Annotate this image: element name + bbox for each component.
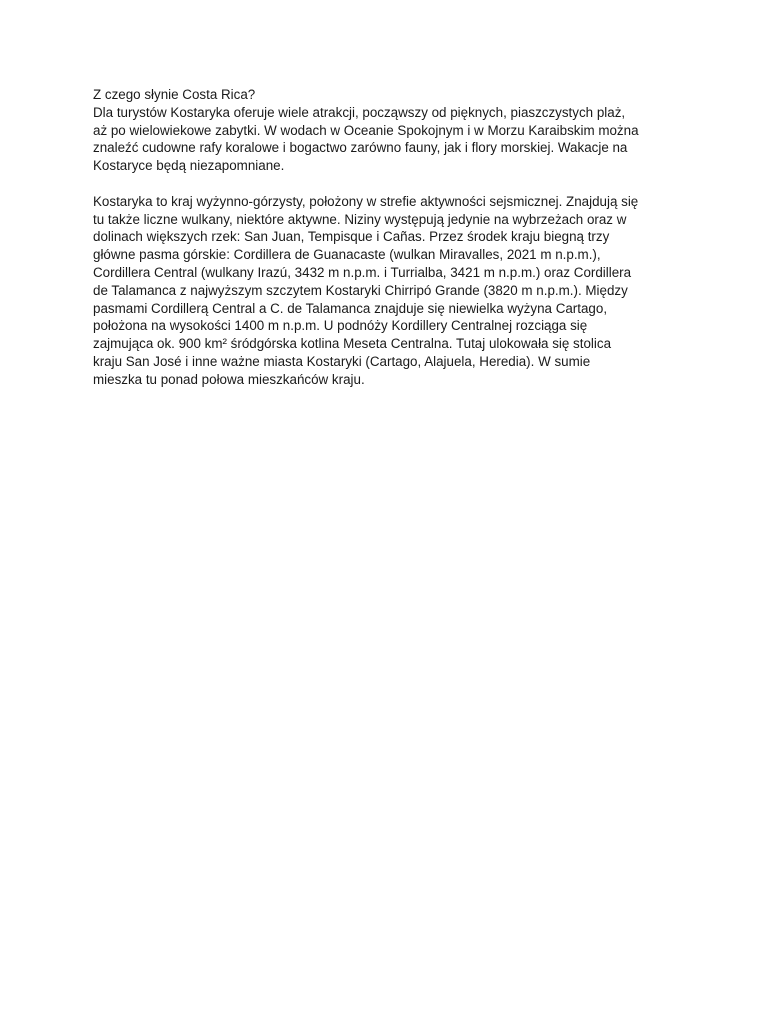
paragraph-2-line: de Talamanca z najwyższym szczytem Kostaryki Chirripó Grande (3820 m n.p.m.). Między xyxy=(93,282,628,298)
paragraph-2-line: główne pasma górskie: Cordillera de Guanacaste (wulkan Miravalles, 2021 m n.p.m.), xyxy=(93,247,601,263)
paragraph-2-line: Cordillera Central (wulkany Irazú, 3432 m n.p.m. i Turrialba, 3421 m n.p.m.) oraz Cordillera xyxy=(93,264,632,280)
document-body xyxy=(93,86,683,389)
paragraph-2-line: Kostaryka to kraj wyżynno-górzysty, położony w strefie aktywności sejsmicznej. Znajdują się xyxy=(93,193,639,209)
paragraph-1-line: Kostaryce będą niezapomniane. xyxy=(93,158,285,174)
paragraph-2-line: mieszka tu ponad połowa mieszkańców kraju. xyxy=(93,371,365,387)
paragraph-2-line: pasmami Cordillerą Central a C. de Talamanca znajduje się niewielka wyżyna Cartago, xyxy=(93,300,608,316)
paragraph-2-line: dolinach większych rzek: San Juan, Tempisque i Cañas. Przez środek kraju biegną trzy xyxy=(93,229,610,245)
paragraph-1-line: znaleźć cudowne rafy koralowe i bogactwo zarówno fauny, jak i flory morskiej. Wakacje na xyxy=(93,140,628,156)
paragraph-spacer xyxy=(93,175,683,193)
document-title: Z czego słynie Costa Rica? xyxy=(93,87,256,102)
paragraph-1 xyxy=(93,104,683,175)
paragraph-2-line: tu także liczne wulkany, niektóre aktywne. Niziny występują jedynie na wybrzeżach oraz w xyxy=(93,211,627,227)
paragraph-2-line: położona na wysokości 1400 m n.p.m. U podnóży Kordillery Centralnej rozciąga się xyxy=(93,318,588,334)
paragraph-1-line: Dla turystów Kostaryka oferuje wiele atrakcji, począwszy od pięknych, piaszczystych plaż, xyxy=(93,104,626,120)
paragraph-2-line: zajmująca ok. 900 km² śródgórska kotlina Meseta Centralna. Tutaj ulokowała się stolica xyxy=(93,336,612,352)
paragraph-2 xyxy=(93,193,683,389)
paragraph-1-line: aż po wielowiekowe zabytki. W wodach w Oceanie Spokojnym i w Morzu Karaibskim można xyxy=(93,122,639,138)
paragraph-2-line: kraju San José i inne ważne miasta Kostaryki (Cartago, Alajuela, Heredia). W sumie xyxy=(93,353,591,369)
